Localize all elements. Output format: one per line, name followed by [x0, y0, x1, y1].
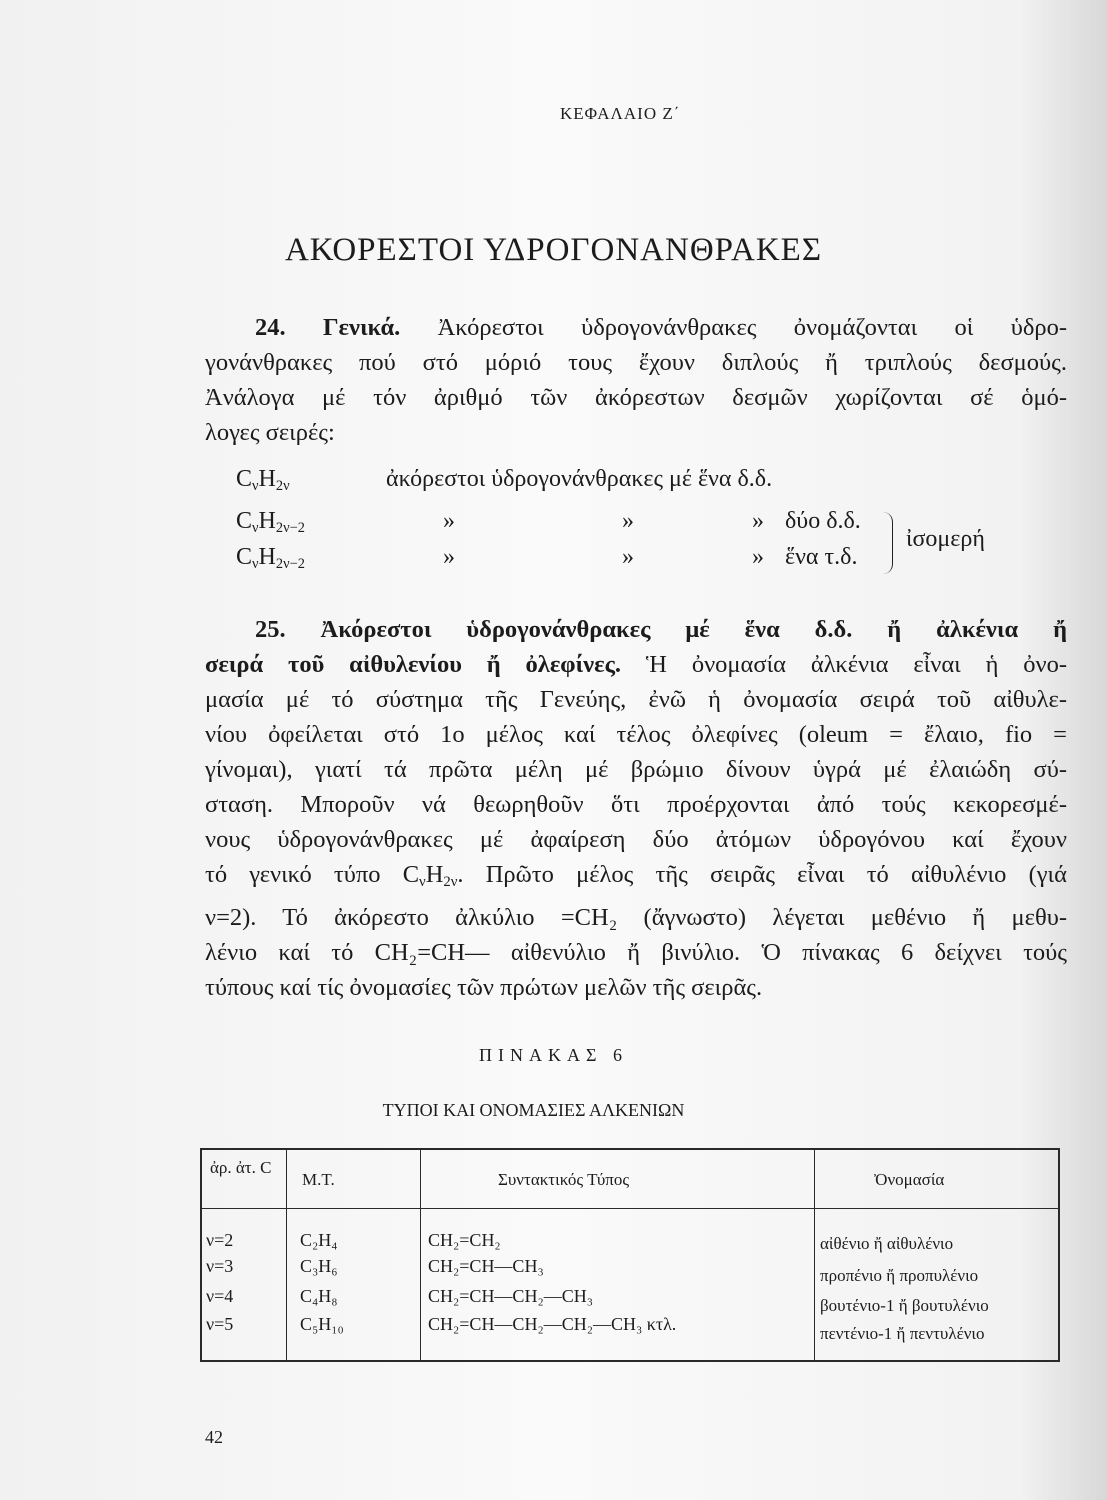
ditto-mark: »: [622, 508, 634, 534]
section-25-heading-end: σειρά τοῦ αἰθυλενίου ἤ ὀλεφίνες.: [205, 651, 622, 678]
ditto-mark: »: [752, 544, 764, 570]
section-24-line-2: γονάνθρακες πού στό μόριό τους ἔχουν διπλούς ἤ τριπλούς δεσμούς.: [205, 349, 1067, 376]
page-number: 42: [205, 1427, 223, 1447]
section-24-heading: 24. Γενικά.: [255, 314, 401, 341]
formula-diene-desc: δύο δ.δ.: [785, 508, 861, 534]
section-24-line-1: 24. Γενικά. Ἀκόρεστοι ὑδρογονάνθρακες ὀνομάζονται οἱ ὑδρο-: [255, 314, 1068, 341]
table-cell: C₃H₆: [300, 1256, 338, 1276]
formula-alkene: $C_\nu H_{2\nu}$: [236, 466, 290, 494]
ditto-mark: »: [622, 544, 634, 570]
section-25-line-4: νίου ὀφείλεται στό 1ο μέλος καί τέλος ὀλεφίνες (oleum = ἔλαιο, fio =: [205, 721, 1067, 748]
table-divider: [420, 1150, 421, 1360]
table-cell: αἰθένιο ἤ αἰθυλένιο: [820, 1234, 954, 1253]
header-structural-formula: Συντακτικός Τύπος: [498, 1170, 630, 1189]
alkenes-table: [200, 1148, 1060, 1362]
chapter-title: ΑΚΟΡΕΣΤΟΙ ΥΔΡΟΓΟΝΑΝΘΡΑΚΕΣ: [284, 232, 823, 268]
section-25: [205, 612, 1067, 1005]
table-cell: CH₂=CH₂: [428, 1230, 501, 1250]
section-25-heading-line-1: 25. Ἀκόρεστοι ὑδρογονάνθρακες μέ ἕνα δ.δ. ἤ ἀλκένια ἤ: [255, 616, 1067, 643]
formula-alkene-desc: ἀκόρεστοι ὑδρογονάνθρακες μέ ἕνα δ.δ.: [386, 466, 773, 492]
section-25-line-9: ν=2). Τό ἀκόρεστο ἀλκύλιο =CH₂ (ἄγνωστο) λέγεται μεθένιο ἤ μεθυ-: [205, 904, 1067, 931]
table-divider: [286, 1150, 287, 1360]
table-cell: CH₂=CH—CH₃: [428, 1256, 544, 1276]
table-cell: ν=3: [206, 1256, 234, 1276]
section-25-line-10: λένιο καί τό CH₂=CH— αἰθενύλιο ἤ βινύλιο. Ὁ πίνακας 6 δείχνει τούς: [205, 939, 1067, 966]
section-25-line-8: τό γενικό τύπο $C_\nu H_{2\nu}$. Πρῶτο μέλος τῆς σειρᾶς εἶναι τό αἰθυλένιο (γιά: [205, 861, 1067, 890]
table-number: ΠΙΝΑΚΑΣ 6: [479, 1045, 628, 1065]
section-25-line-7: νους ὑδρογονάνθρακες μέ ἀφαίρεση δύο ἀτόμων ὑδρογόνου καί ἔχουν: [205, 826, 1067, 853]
table-cell: ν=2: [206, 1230, 234, 1250]
table-cell: C₅H₁₀: [300, 1314, 344, 1334]
isomers-label: ἰσομερή: [906, 526, 985, 552]
section-24-line-4: λογες σειρές:: [205, 419, 335, 446]
header-molecular-formula: Μ.Τ.: [302, 1170, 335, 1189]
formula-diene: $C_\nu H_{2\nu-2}$: [236, 508, 305, 536]
ditto-mark: »: [443, 544, 455, 570]
table-cell: C₄H₈: [300, 1286, 338, 1306]
formula-alkyne: $C_\nu H_{2\nu-2}$: [236, 544, 305, 572]
section-24: [205, 310, 1067, 450]
table-cell: πεντένιο-1 ἤ πεντυλένιο: [820, 1324, 985, 1343]
table-divider: [814, 1150, 815, 1360]
section-25-line-6: σταση. Μποροῦν νά θεωρηθοῦν ὅτι προέρχονται ἀπό τούς κεκορεσμέ-: [205, 791, 1067, 818]
table-cell: CH₂=CH—CH₂—CH₃: [428, 1286, 593, 1306]
curly-brace: [880, 512, 893, 574]
table-cell: βουτένιο-1 ἤ βουτυλένιο: [820, 1296, 989, 1315]
table-cell: προπένιο ἤ προπυλένιο: [820, 1266, 979, 1285]
section-25-line-5: γίνομαι), γιατί τά πρῶτα μέλη μέ βρώμιο δίνουν ὑγρά μέ ἐλαιώδη σύ-: [205, 756, 1067, 783]
table-cell: ν=5: [206, 1314, 234, 1334]
section-25-line-11: τύπους καί τίς ὀνομασίες τῶν πρώτων μελῶν τῆς σειρᾶς.: [205, 974, 763, 1001]
section-25-line-2: σειρά τοῦ αἰθυλενίου ἤ ὀλεφίνες. Ἡ ὀνομασία ἀλκένια εἶναι ἡ ὀνο-: [205, 651, 1067, 678]
section-24-line-3: Ἀνάλογα μέ τόν ἀριθμό τῶν ἀκόρεστων δεσμῶν χωρίζονται σέ ὁμό-: [205, 384, 1067, 411]
table-title: ΤΥΠΟΙ ΚΑΙ ΟΝΟΜΑΣΙΕΣ ΑΛΚΕΝΙΩΝ: [382, 1100, 685, 1120]
header-carbon-count: ἀρ. ἀτ. C: [210, 1158, 272, 1177]
table-cell: CH₂=CH—CH₂—CH₂—CH₃ κτλ.: [428, 1314, 677, 1334]
running-header: ΚΕΦΑΛΑΙΟ Ζ΄: [560, 104, 681, 123]
ditto-mark: »: [443, 508, 455, 534]
ditto-mark: »: [752, 508, 764, 534]
formula-alkyne-desc: ἕνα τ.δ.: [785, 544, 858, 570]
table-header-divider: [202, 1208, 1058, 1209]
header-name: Ὀνομασία: [874, 1170, 945, 1189]
table-cell: ν=4: [206, 1286, 234, 1306]
table-cell: C₂H₄: [300, 1230, 338, 1250]
section-25-line-3: μασία μέ τό σύστημα τῆς Γενεύης, ἐνῶ ἡ ὀνομασία σειρά τοῦ αἰθυλε-: [205, 686, 1067, 713]
